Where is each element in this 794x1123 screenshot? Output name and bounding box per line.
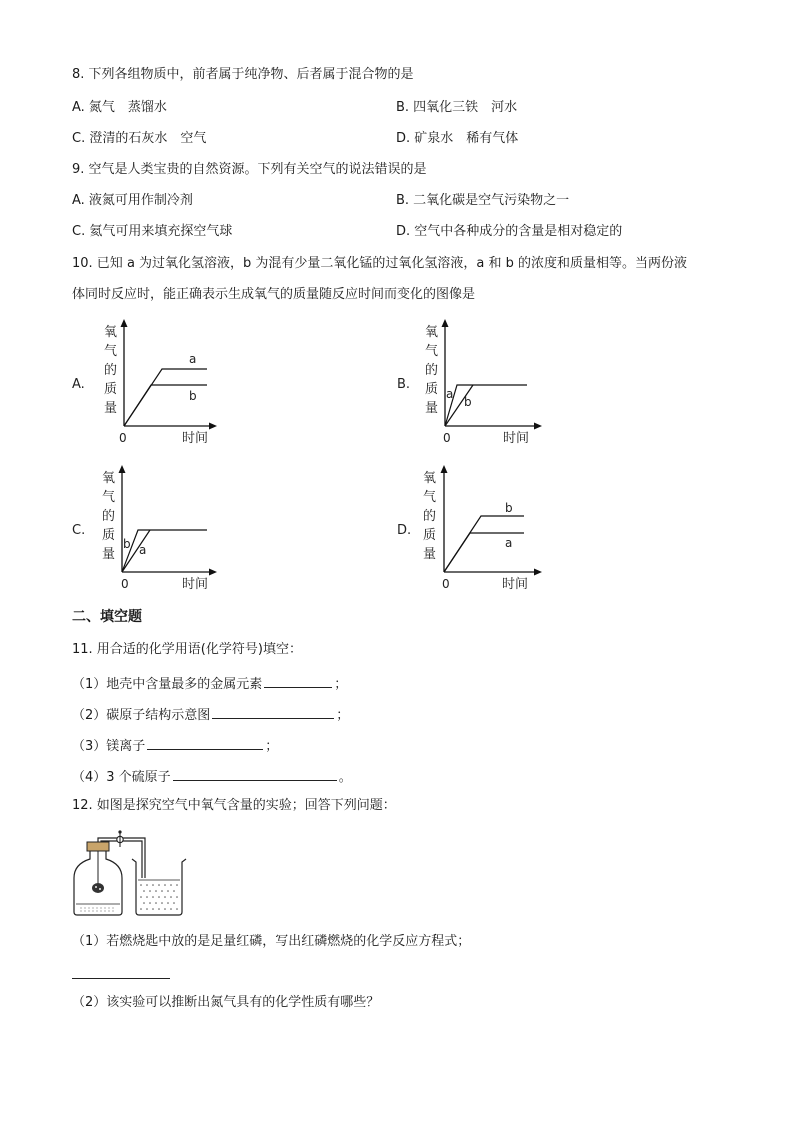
q9-option-a: A. 液氮可用作制冷剂 [72,193,193,208]
q11-item-4-end: 。 [338,770,352,785]
q11-item-3-text: （3）镁离子 [72,739,146,754]
q11-item-1-text: （1）地壳中含量最多的金属元素 [72,677,263,692]
origin-label: 0 [121,577,129,591]
q11-item-3-end: ； [265,739,279,754]
svg-text:气: 气 [102,490,116,505]
svg-text:气: 气 [423,490,437,505]
x-axis-arrow [534,569,542,576]
svg-text:质: 质 [425,382,439,397]
curve-label-right: b [464,395,472,409]
x-axis-arrow [209,423,217,430]
q8-option-a: A. 氮气 蒸馏水 [72,100,167,115]
clamp-icon [117,830,123,847]
q8-option-b: B. 四氧化三铁 河水 [396,100,518,115]
curve-label-bottom: a [505,536,513,550]
x-axis-arrow [209,569,217,576]
answer-blank-1[interactable] [264,673,332,688]
section-heading: 二、填空题 [72,609,142,625]
q11-stem: 11. 用合适的化学用语(化学符号)填空： [72,642,302,657]
svg-text:质: 质 [102,528,116,543]
q9-option-c: C. 氦气可用来填充探空气球 [72,224,233,239]
origin-label: 0 [443,431,451,445]
y-axis-arrow [121,319,128,327]
svg-text:的: 的 [423,509,437,524]
q11-item-1 [72,673,347,694]
y-axis-label [102,471,115,562]
svg-text:量: 量 [104,401,118,416]
q10-stem-line1: 10. 已知 a 为过氧化氢溶液，b 为混有少量二氧化锰的过氧化氢溶液，a 和 b 的浓度和质量相等。当两份液 [72,256,688,271]
graph-option-b [393,318,563,450]
option-label: D. [397,523,412,538]
option-label: A. [72,377,85,392]
answer-blank-q12-1[interactable] [72,978,170,979]
svg-text:的: 的 [102,509,116,524]
y-axis-arrow [441,465,448,473]
svg-text:气: 气 [104,344,118,359]
answer-blank-3[interactable] [147,735,263,750]
svg-text:量: 量 [102,547,116,562]
q9-option-d: D. 空气中各种成分的含量是相对稳定的 [396,224,623,239]
curve-left [122,530,207,572]
q11-item-4 [72,766,352,787]
q11-item-2 [72,704,349,725]
q12-stem: 12. 如图是探究空气中氧气含量的实验；回答下列问题： [72,798,396,813]
y-axis-arrow [119,465,126,473]
svg-text:量: 量 [423,547,437,562]
y-axis-label [425,325,438,416]
q11-item-1-end: ； [334,677,348,692]
svg-text:氧: 氧 [104,325,118,340]
answer-blank-4[interactable] [173,766,337,781]
stopper [87,842,109,851]
option-label: C. [72,523,86,538]
svg-text:的: 的 [104,363,118,378]
svg-text:量: 量 [425,401,439,416]
graph-option-a [68,318,238,450]
q11-item-4-text: （4）3 个硫原子 [72,770,171,785]
beaker [132,859,186,915]
q8-option-c: C. 澄清的石灰水 空气 [72,131,207,146]
apparatus-diagram [68,826,192,918]
svg-text:质: 质 [104,382,118,397]
q12-sub2: （2）该实验可以推断出氮气具有的化学性质有哪些？ [72,995,380,1010]
q8-stem: 8. 下列各组物质中，前者属于纯净物、后者属于混合物的是 [72,67,414,82]
x-axis-label: 时间 [182,431,209,446]
curve-left [445,385,527,426]
svg-text:氧: 氧 [425,325,439,340]
graph-option-d [393,462,563,594]
q9-option-b: B. 二氧化碳是空气污染物之一 [396,193,570,208]
y-axis-arrow [442,319,449,327]
y-axis-label [104,325,117,416]
q11-item-2-text: （2）碳原子结构示意图 [72,708,211,723]
answer-blank-2[interactable] [212,704,334,719]
x-axis-label: 时间 [503,431,530,446]
q11-item-3 [72,735,278,756]
q10-stem-line2: 体同时反应时，能正确表示生成氧气的质量随反应时间而变化的图像是 [72,287,476,302]
curve-label-top: a [189,352,197,366]
origin-label: 0 [442,577,450,591]
svg-text:氧: 氧 [423,471,437,486]
origin-label: 0 [119,431,127,445]
curve-label-bottom: b [189,389,197,403]
q9-stem: 9. 空气是人类宝贵的自然资源。下列有关空气的说法错误的是 [72,162,427,177]
curve-label-left: b [123,537,131,551]
x-axis-label: 时间 [182,577,209,592]
svg-text:气: 气 [425,344,439,359]
svg-text:质: 质 [423,528,437,543]
curve-label-left: a [446,387,454,401]
x-axis-label: 时间 [502,577,529,592]
x-axis-arrow [534,423,542,430]
svg-text:的: 的 [425,363,439,378]
option-label: B. [397,377,411,392]
curve-label-right: a [139,543,147,557]
curve-label-top: b [505,501,513,515]
graph-option-c [68,462,238,594]
svg-text:氧: 氧 [102,471,116,486]
q12-sub1: （1）若燃烧匙中放的是足量红磷，写出红磷燃烧的化学反应方程式； [72,934,471,949]
q11-item-2-end: ； [336,708,350,723]
y-axis-label [423,471,436,562]
q8-option-d: D. 矿泉水 稀有气体 [396,131,519,146]
